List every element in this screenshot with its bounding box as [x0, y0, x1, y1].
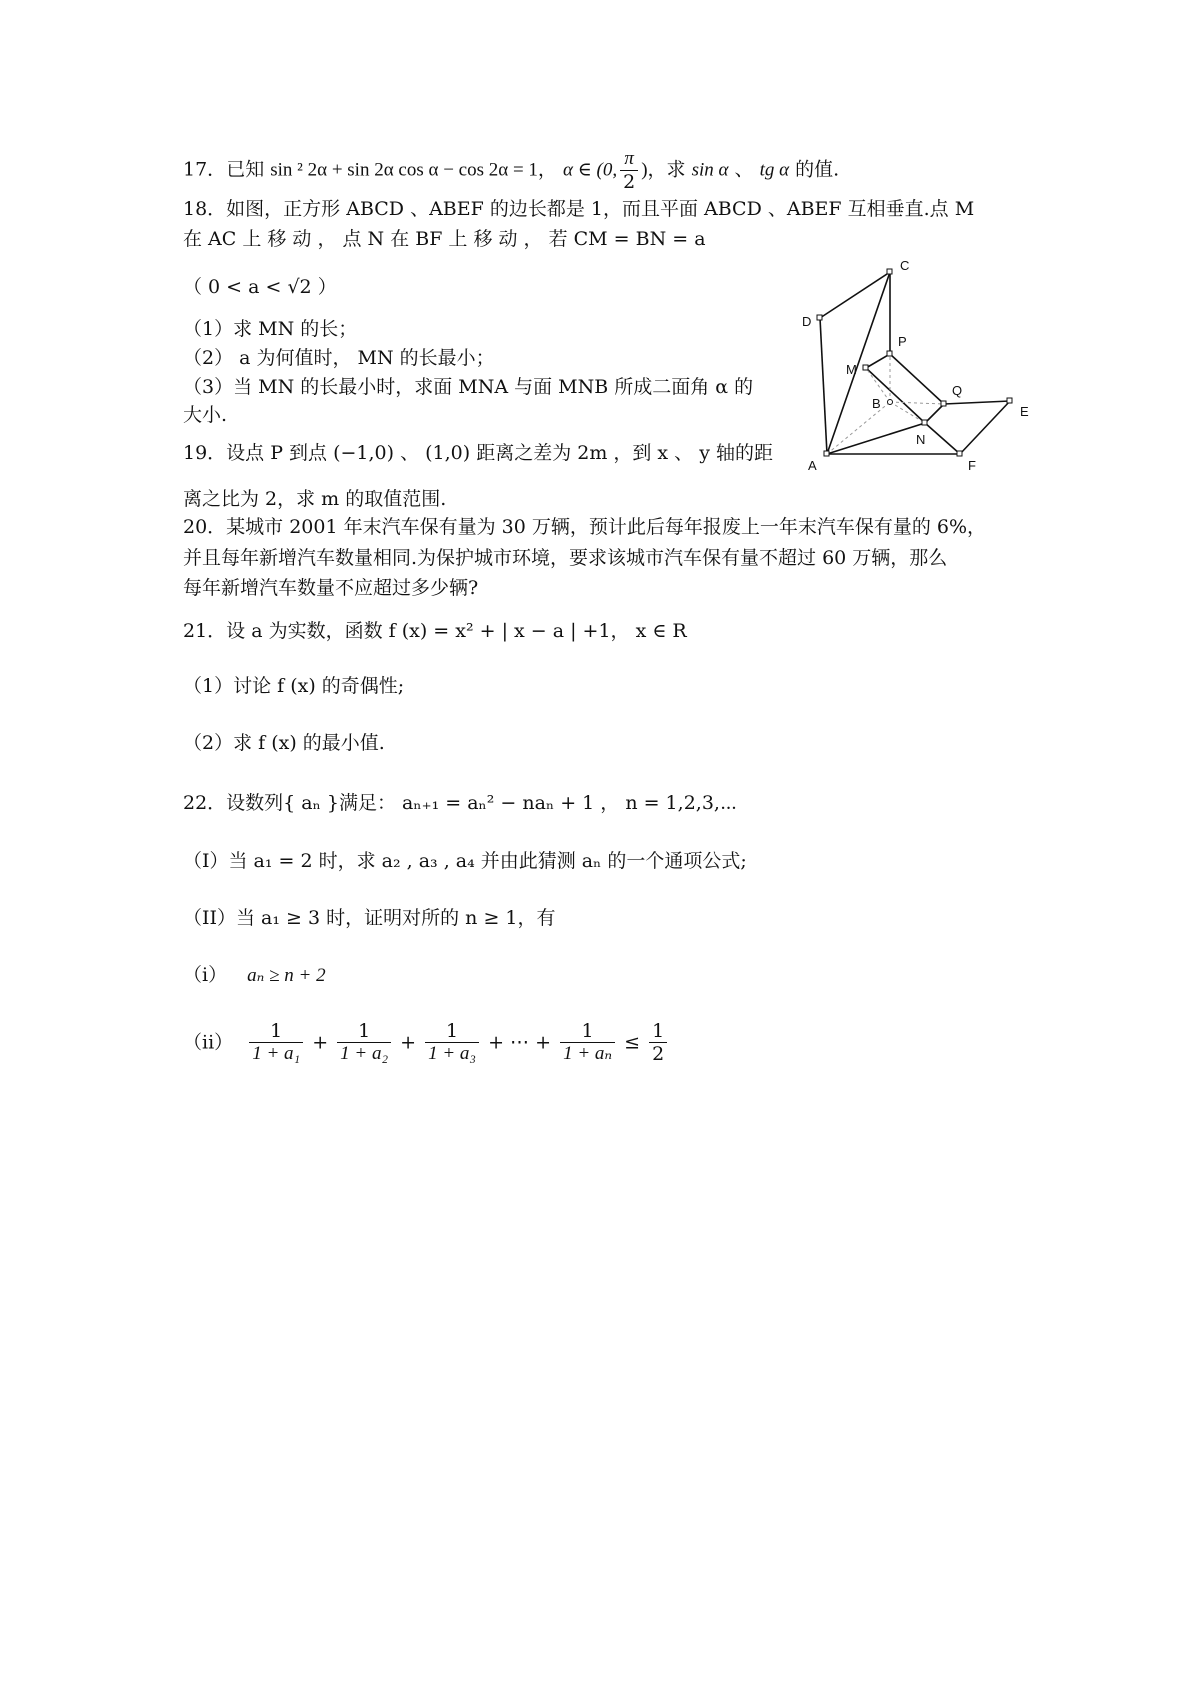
problem-20-line-1: 20．某城市 2001 年末汽车保有量为 30 万辆，预计此后每年报废上一年末汽车保有量的 6%， [183, 516, 987, 538]
fraction-term-2 [337, 1020, 391, 1065]
fraction-half [649, 1020, 667, 1065]
vertex-d [817, 315, 822, 320]
fraction-numerator: 1 [560, 1020, 615, 1043]
edge-fe [960, 401, 1010, 454]
text: 的值. [795, 158, 840, 181]
edge-dc [820, 272, 890, 318]
text: 已知 [226, 158, 265, 181]
problem-18-q3: （3）当 MN 的长最小时，求面 MNA 与面 MNB 所成二面角 α 的 [183, 376, 754, 398]
edge-pq [890, 354, 944, 404]
text: ， [537, 158, 557, 181]
problem-18-q2: （2） a 为何值时， MN 的长最小； [183, 347, 495, 369]
problem-21-q2: （2）求 f (x) 的最小值. [183, 732, 385, 754]
ellipsis-sum: + ⋯ + [488, 1031, 552, 1054]
fraction-denominator: 1 + a₁ [252, 1043, 301, 1064]
fraction-term-3 [425, 1020, 479, 1065]
range-close: ) [641, 159, 648, 181]
pi-over-2 [620, 148, 638, 193]
edge-qn [925, 404, 944, 423]
equation: sin ² 2α + sin 2α cos α − cos 2α = 1 [270, 159, 538, 181]
vertex-q [941, 401, 946, 406]
problem-21-q1: （1）讨论 f (x) 的奇偶性; [183, 675, 405, 697]
problem-21-line-1: 21．设 a 为实数，函数 f (x) = x² + | x − a | +1， x ∈ R [183, 620, 687, 642]
fraction-numerator: 1 [649, 1020, 667, 1043]
fraction-numerator: 1 [249, 1020, 303, 1043]
problem-number: 17． [183, 158, 227, 181]
label-b: B [872, 396, 881, 411]
edge-an [827, 423, 925, 454]
sin-alpha: sin α [691, 159, 729, 181]
part-label: （i） [183, 964, 228, 986]
problem-22-line-1: 22．设数列{ aₙ }满足： aₙ₊₁ = aₙ² − naₙ + 1 ， n = 1,2,3,⋯ [183, 792, 738, 814]
problem-20-line-2: 并且每年新增汽车数量相同.为保护城市环境，要求该城市汽车保有量不超过 60 万辆，那么 [183, 547, 948, 569]
plus-sign: + [400, 1031, 417, 1054]
geometry-figure [800, 258, 1060, 483]
fraction-denominator: 1 + a₃ [428, 1043, 477, 1064]
text: 、 [734, 158, 754, 181]
range-expr: α ∈ (0, [562, 159, 618, 181]
tg-alpha: tg α [759, 159, 790, 181]
problem-18-line-1: 18．如图，正方形 ABCD 、ABEF 的边长都是 1，而且平面 ABCD 、ABEF 互相垂直.点 M [183, 198, 975, 220]
label-q: Q [952, 383, 963, 398]
hidden-edge-bn [890, 402, 925, 423]
problem-19-line-1: 19．设点 P 到点 (−1,0) 、 (1,0) 距离之差为 2m ，到 x 、 y 轴的距 [183, 442, 773, 464]
label-p: P [898, 334, 907, 349]
inequality: aₙ ≥ n + 2 [247, 965, 326, 986]
fraction-denominator: 1 + a₂ [340, 1043, 389, 1064]
label-e: E [1020, 404, 1029, 419]
text: ，求 [647, 158, 686, 181]
problem-18-line-2: 在 AC 上 移 动 ， 点 N 在 BF 上 移 动 ， 若 CM = BN = a [183, 228, 706, 250]
fraction-denominator: 1 + aₙ [563, 1043, 613, 1064]
label-f: F [968, 458, 976, 473]
vertex-n [922, 420, 927, 425]
edge-ad [820, 318, 827, 454]
edge-ac [827, 272, 890, 454]
label-m: M [846, 362, 857, 377]
label-d: D [802, 314, 812, 329]
problem-19-line-2: 离之比为 2，求 m 的取值范围. [183, 488, 447, 510]
fraction-numerator: π [620, 148, 638, 171]
edge-mp [866, 354, 890, 368]
vertex-p [887, 351, 892, 356]
edge-nf [925, 423, 960, 454]
problem-20-line-3: 每年新增汽车数量不应超过多少辆? [183, 577, 479, 599]
problem-22-part-1: （I）当 a₁ = 2 时，求 a₂ , a₃ , a₄ 并由此猜测 aₙ 的一个通项公式; [183, 850, 747, 872]
fraction-denominator: 2 [652, 1043, 665, 1065]
fraction-denominator: 2 [623, 171, 636, 193]
label-n: N [916, 432, 926, 447]
problem-22-part-ii [183, 1020, 670, 1065]
problem-22-part-2: （II）当 a₁ ≥ 3 时，证明对所的 n ≥ 1，有 [183, 907, 556, 929]
edge-eq [944, 401, 1010, 404]
fraction-numerator: 1 [425, 1020, 479, 1043]
problem-18-condition: （ 0 < a < √2 ） [183, 276, 337, 298]
label-a: A [808, 458, 817, 473]
vertex-b [888, 400, 893, 405]
fraction-term-n [560, 1020, 615, 1065]
hidden-edge-bq [890, 402, 944, 404]
problem-18-q1: （1）求 MN 的长； [183, 318, 358, 340]
vertex-m [863, 365, 868, 370]
vertex-a [824, 451, 829, 456]
label-c: C [900, 258, 910, 273]
vertex-f [957, 451, 962, 456]
leq-sign: ≤ [624, 1031, 641, 1054]
vertex-e [1007, 398, 1012, 403]
vertex-c [887, 269, 892, 274]
problem-17 [183, 148, 839, 193]
problem-22-part-i [183, 962, 326, 989]
part-label: （ii） [183, 1031, 234, 1054]
fraction-numerator: 1 [337, 1020, 391, 1043]
problem-18-q3-cont: 大小. [183, 404, 228, 426]
plus-sign: + [312, 1031, 329, 1054]
fraction-term-1 [249, 1020, 303, 1065]
